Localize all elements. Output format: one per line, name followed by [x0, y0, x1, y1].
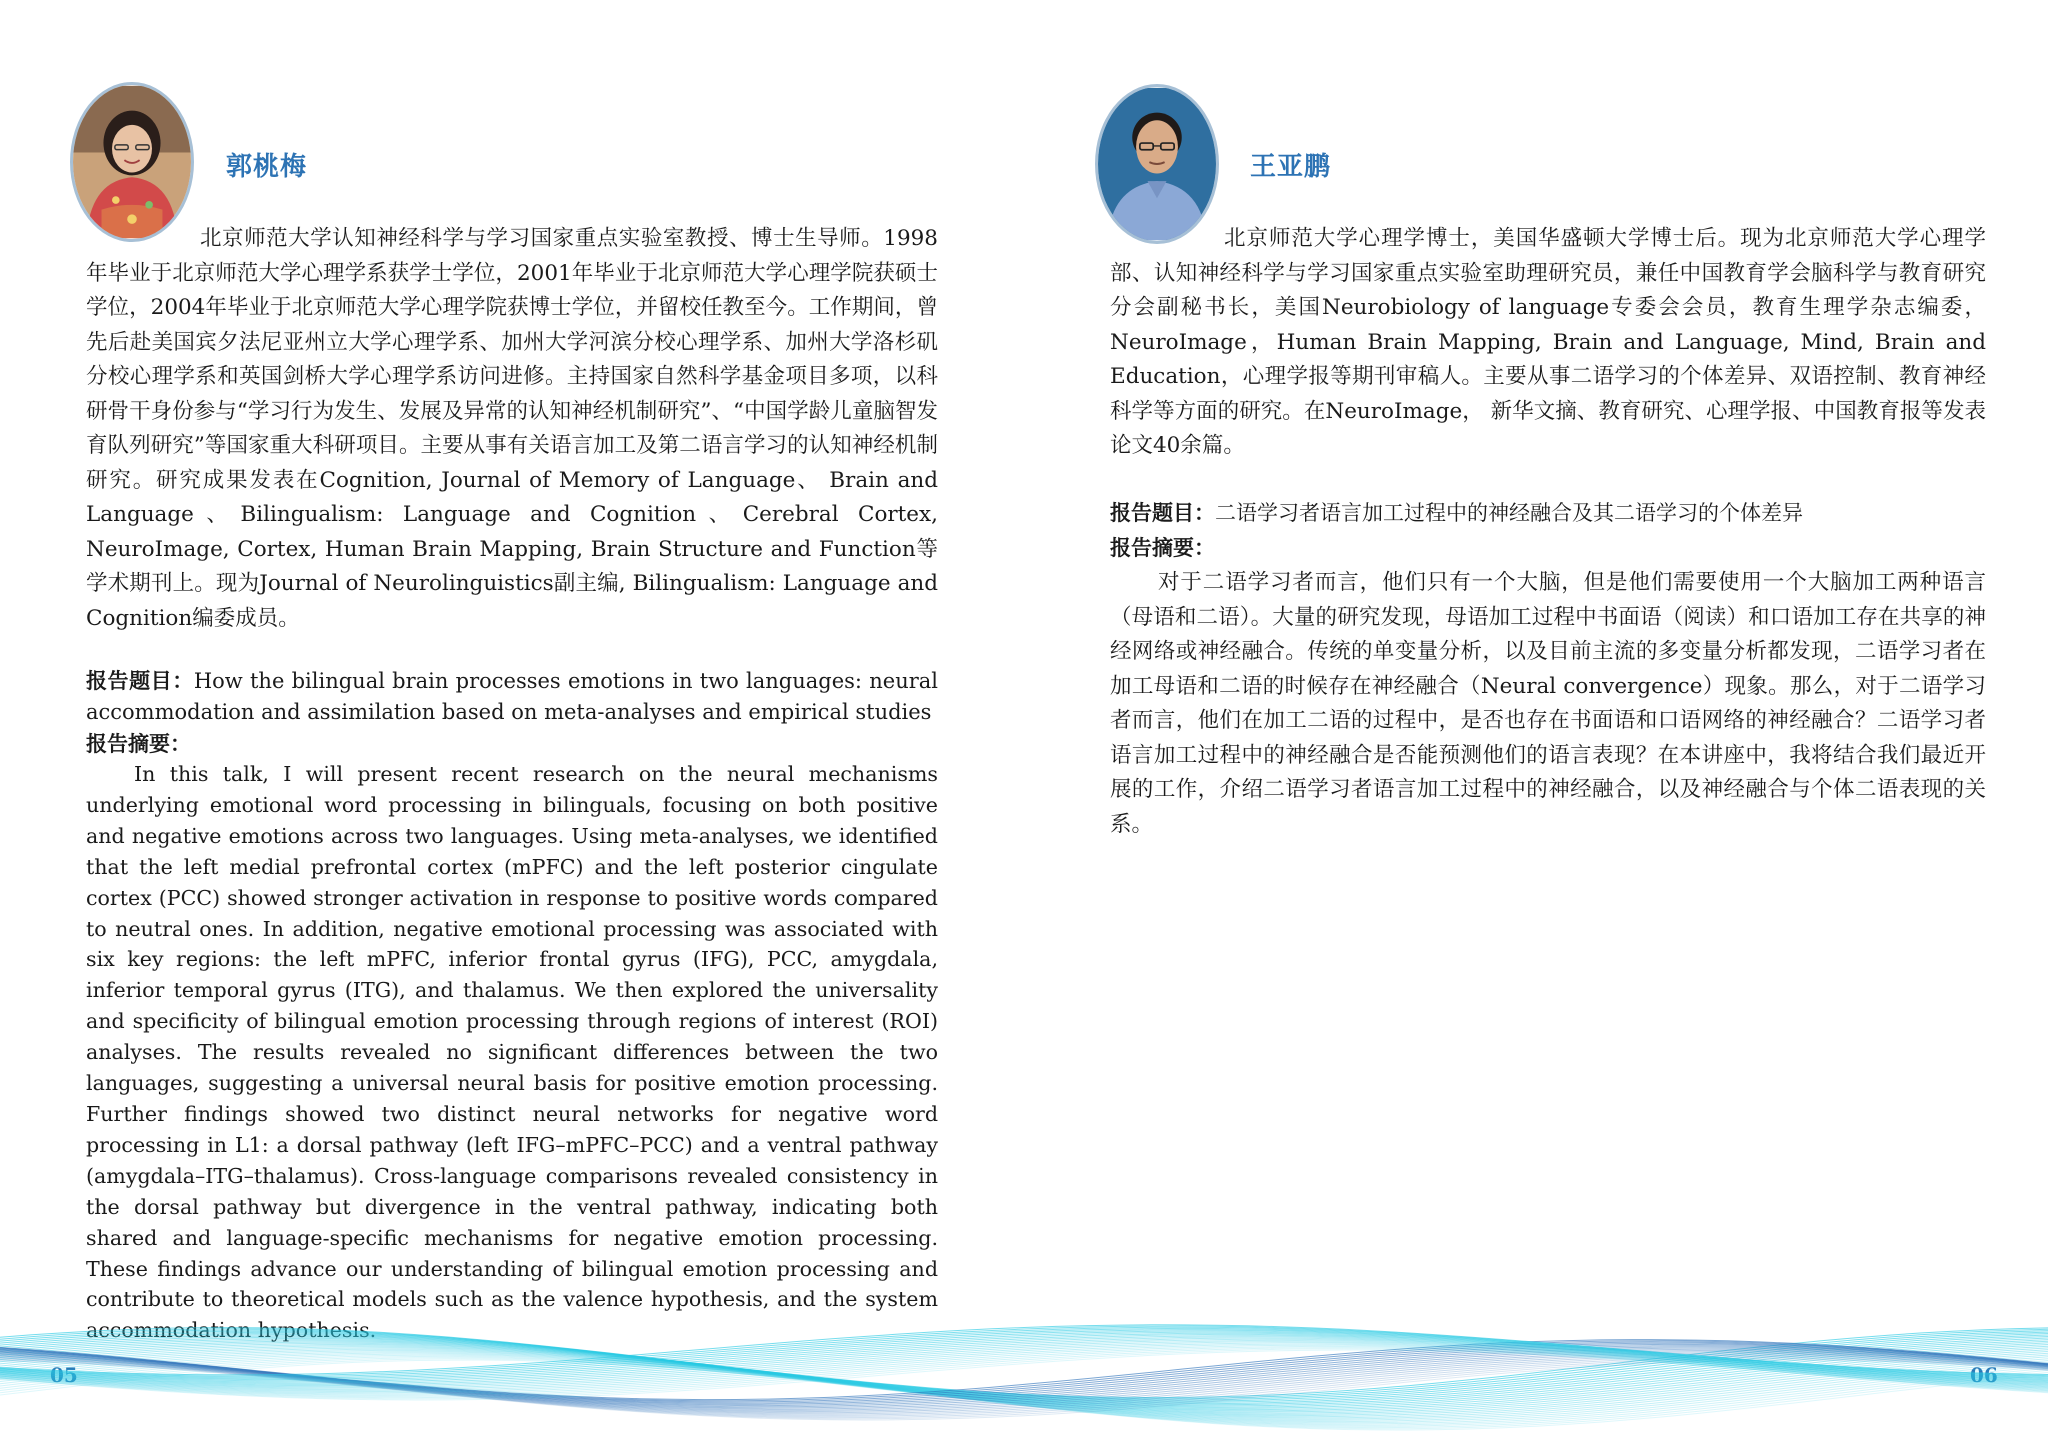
talk-title-text: How the bilingual brain processes emotions in two languages: neural accommodation and assimilation based on meta-analyses and empirical studies	[86, 669, 938, 724]
woman-portrait-icon	[73, 85, 191, 239]
speaker-name: 王亚鹏	[1250, 152, 1332, 182]
talk-title	[1110, 497, 1986, 529]
abstract-text: In this talk, I will present recent research on the neural mechanisms underlying emotional word processing in bilinguals, focusing on both positive and negative emotions across two languages. Using meta-analyses, we identified that the left medial prefrontal cortex (mPFC) and the left posterior cingulate cortex (PCC) showed stronger activation in response to positive words compared to neutral ones. In addition, negative emotional processing was associated with six key regions: the left mPFC, inferior frontal gyrus (IFG), PCC, amygdala, inferior temporal gyrus (ITG), and thalamus. We then explored the universality and specificity of bilingual emotion processing through regions of interest (ROI) analyses. The results revealed no significant differences between the two languages, suggesting a universal neural basis for positive emotion processing. Further findings showed two distinct neural networks for negative word processing in L1: a dorsal pathway (left IFG–mPFC–PCC) and a ventral pathway (amygdala–ITG–thalamus). Cross-language comparisons revealed consistency in the dorsal pathway but divergence in the ventral pathway, indicating both shared and language-specific mechanisms for negative emotion processing. These findings advance our understanding of bilingual emotion processing and contribute to theoretical models such as the valence hypothesis, and the system accommodation hypothesis.	[86, 762, 938, 1343]
talk-title	[86, 665, 938, 728]
abstract-label: 报告摘要：	[86, 731, 191, 756]
speaker-bio: 北京师范大学认知神经科学与学习国家重点实验室教授、博士生导师。1998年毕业于北京师范大学心理学系获学士学位，2001年毕业于北京师范大学心理学院获硕士学位，2004年毕业于北京师范大学心理学院获博士学位，并留校任教至今。工作期间，曾先后赴美国宾夕法尼亚州立大学心理学系、加州大学河滨分校心理学系、加州大学洛杉矶分校心理学系和英国剑桥大学心理学系访问进修。主持国家自然科学基金项目多项，以科研骨干身份参与“学习行为发生、发展及异常的认知神经机制研究”、“中国学龄儿童脑智发育队列研究”等国家重大科研项目。主要从事有关语言加工及第二语言学习的认知神经机制研究。研究成果发表在Cognition, Journal of Memory of Language、 Brain and Language、Bilingualism: Language and Cognition、Cerebral Cortex, NeuroImage, Cortex, Human Brain Mapping, Brain Structure and Function等学术期刊上。现为Journal of Neurolinguistics副主编, Bilingualism: Language and Cognition编委成员。	[86, 226, 938, 631]
decorative-wave-footer	[0, 1280, 2048, 1447]
portrait-photo-wang-yapeng	[1095, 84, 1219, 244]
page-number: 05	[50, 1363, 78, 1387]
abstract-text: 对于二语学习者而言，他们只有一个大脑，但是他们需要使用一个大脑加工两种语言（母语和二语）。大量的研究发现，母语加工过程中书面语（阅读）和口语加工存在共享的神经网络或神经融合。传统的单变量分析，以及目前主流的多变量分析都发现，二语学习者在加工母语和二语的时候存在神经融合（Neural convergence）现象。那么，对于二语学习者而言，他们在加工二语的过程中，是否也存在书面语和口语网络的神经融合？二语学习者语言加工过程中的神经融合是否能预测他们的语言表现？在本讲座中，我将结合我们最近开展的工作，介绍二语学习者语言加工过程中的神经融合，以及神经融合与个体二语表现的关系。	[1110, 570, 1986, 837]
talk-title-text: 二语学习者语言加工过程中的神经融合及其二语学习的个体差异	[1215, 501, 1803, 525]
talk-title-label: 报告题目：	[1110, 500, 1215, 525]
page-right	[1024, 0, 2048, 1447]
speaker-name: 郭桃梅	[226, 152, 308, 182]
man-portrait-icon	[1098, 87, 1216, 241]
speaker-bio: 北京师范大学心理学博士，美国华盛顿大学博士后。现为北京师范大学心理学部、认知神经科学与学习国家重点实验室助理研究员，兼任中国教育学会脑科学与教育研究分会副秘书长，美国Neurobiology of language专委会会员，教育生理学杂志编委，NeuroImage，Human Brain Mapping, Brain and Language, Mind, Brain and Education，心理学报等期刊审稿人。主要从事二语学习的个体差异、双语控制、教育神经科学等方面的研究。在NeuroImage， 新华文摘、教育研究、心理学报、中国教育报等发表论文40余篇。	[1110, 226, 1986, 458]
portrait-photo-guo-taomei	[70, 82, 194, 242]
talk-title-label: 报告题目：	[86, 668, 194, 693]
page-number: 06	[1970, 1363, 1998, 1387]
abstract-label: 报告摘要：	[1110, 535, 1215, 560]
